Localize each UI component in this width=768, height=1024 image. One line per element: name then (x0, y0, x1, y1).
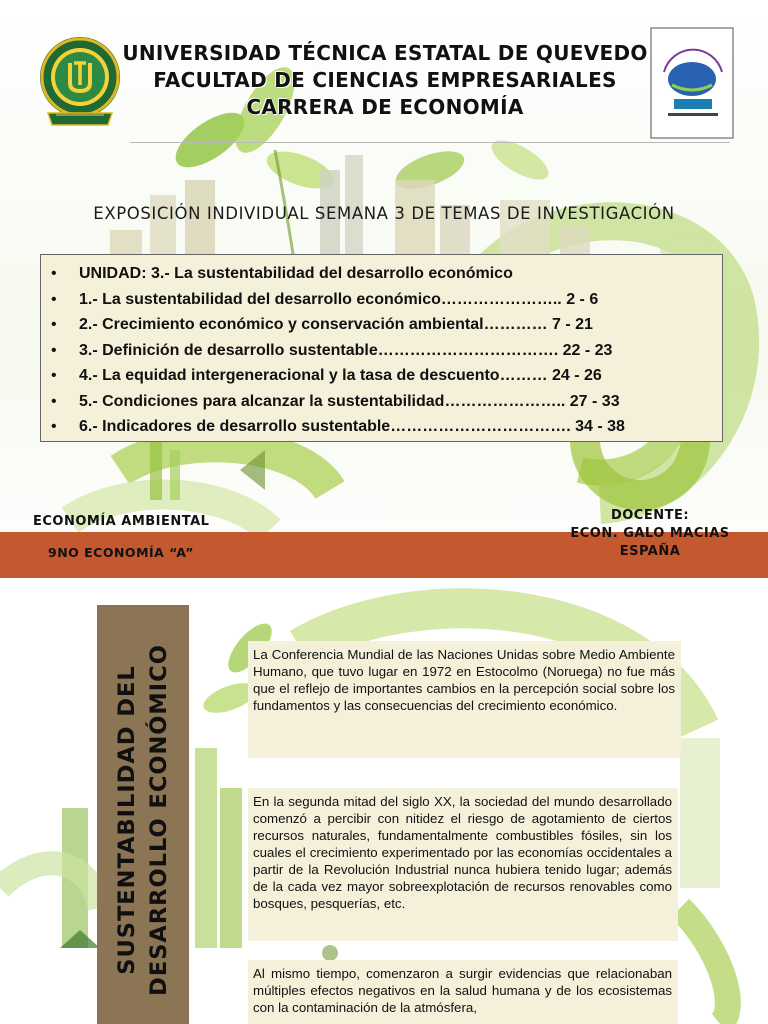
bullet-icon: • (51, 367, 57, 384)
toc-item (51, 312, 714, 338)
toc-item-text: UNIDAD: 3.- La sustentabilidad del desarrollo económico (79, 265, 513, 282)
uteq-university-seal-logo (38, 33, 122, 135)
toc-item (51, 389, 714, 415)
bullet-icon: • (51, 418, 57, 435)
teacher-block (560, 507, 740, 561)
bullet-icon: • (51, 265, 57, 282)
paragraph-1: La Conferencia Mundial de las Naciones Unidas sobre Medio Ambiente Humano, que tuvo lugar en 1972 en Estocolmo (Noruega) no fue más que el reflejo de importantes cambios en la percepción social sobre los fundamentos y las consecuencias del crecimiento económico. (248, 641, 681, 758)
teacher-name-line-2: ESPAÑA (619, 544, 681, 559)
bullet-icon: • (51, 316, 57, 333)
toc-item (51, 261, 714, 287)
group-name: 9NO ECONOMÍA “A” (48, 545, 195, 560)
university-name: UNIVERSIDAD TÉCNICA ESTATAL DE QUEVEDO (122, 41, 648, 65)
bullet-icon: • (51, 290, 57, 308)
toc-item (51, 414, 714, 440)
career-name: CARRERA DE ECONOMÍA (246, 95, 524, 119)
toc-item (51, 338, 714, 364)
toc-item-text: 1.- La sustentabilidad del desarrollo económico………………….. 2 - 6 (79, 290, 599, 308)
toc-item-text: 4.- La equidad intergeneracional y la tasa de descuento……… 24 - 26 (79, 367, 602, 384)
section-title-line-2: DESARROLLO ECONÓMICO (146, 644, 172, 996)
teacher-label: DOCENTE: (610, 508, 690, 523)
paragraph-3: Al mismo tiempo, comenzaron a surgir evidencias que relacionaban múltiples efectos negativos en la salud humana y de los ecosistemas con la contaminación de la atmósfera, (248, 960, 678, 1024)
section-title-line-1: SUSTENTABILIDAD DEL (114, 665, 140, 975)
exposition-title: EXPOSICIÓN INDIVIDUAL SEMANA 3 DE TEMAS DE INVESTIGACIÓN (93, 204, 675, 223)
faculty-name: FACULTAD DE CIENCIAS EMPRESARIALES (153, 68, 617, 92)
table-of-contents (40, 254, 723, 442)
paragraph-2: En la segunda mitad del siglo XX, la sociedad del mundo desarrollado comenzó a percibir con nitidez el riesgo de agotamiento de ciertos recursos naturales, fundamentalmente combustibles fósiles, sin los cuales el crecimiento experimentado por las economías occidentales a partir de la Revolución Industrial nunca hubiera tenido lugar; además de la cada vez mayor sobreexplotación de recursos renovables como bosques, pesquerías, etc. (248, 788, 678, 941)
toc-item (51, 287, 714, 313)
section-title-bar (97, 605, 189, 1024)
toc-item (51, 363, 714, 389)
header-divider (130, 142, 730, 143)
bullet-icon: • (51, 341, 57, 359)
course-name: ECONOMÍA AMBIENTAL (33, 514, 210, 529)
content-slide (0, 588, 768, 1024)
section-title (111, 610, 175, 1024)
toc-item-text: 3.- Definición de desarrollo sustentable……………………………. 22 - 23 (79, 341, 613, 359)
faculty-empresariales-logo (650, 27, 734, 139)
institution-header (120, 40, 650, 121)
toc-item-text: 2.- Crecimiento económico y conservación ambiental………… 7 - 21 (79, 316, 593, 333)
toc-item-text: 5.- Condiciones para alcanzar la sustentabilidad………………….. 27 - 33 (79, 392, 620, 410)
toc-item-text: 6.- Indicadores de desarrollo sustentable……………………………. 34 - 38 (79, 418, 625, 435)
bullet-icon: • (51, 392, 57, 410)
teacher-name-line-1: ECON. GALO MACIAS (570, 526, 730, 541)
